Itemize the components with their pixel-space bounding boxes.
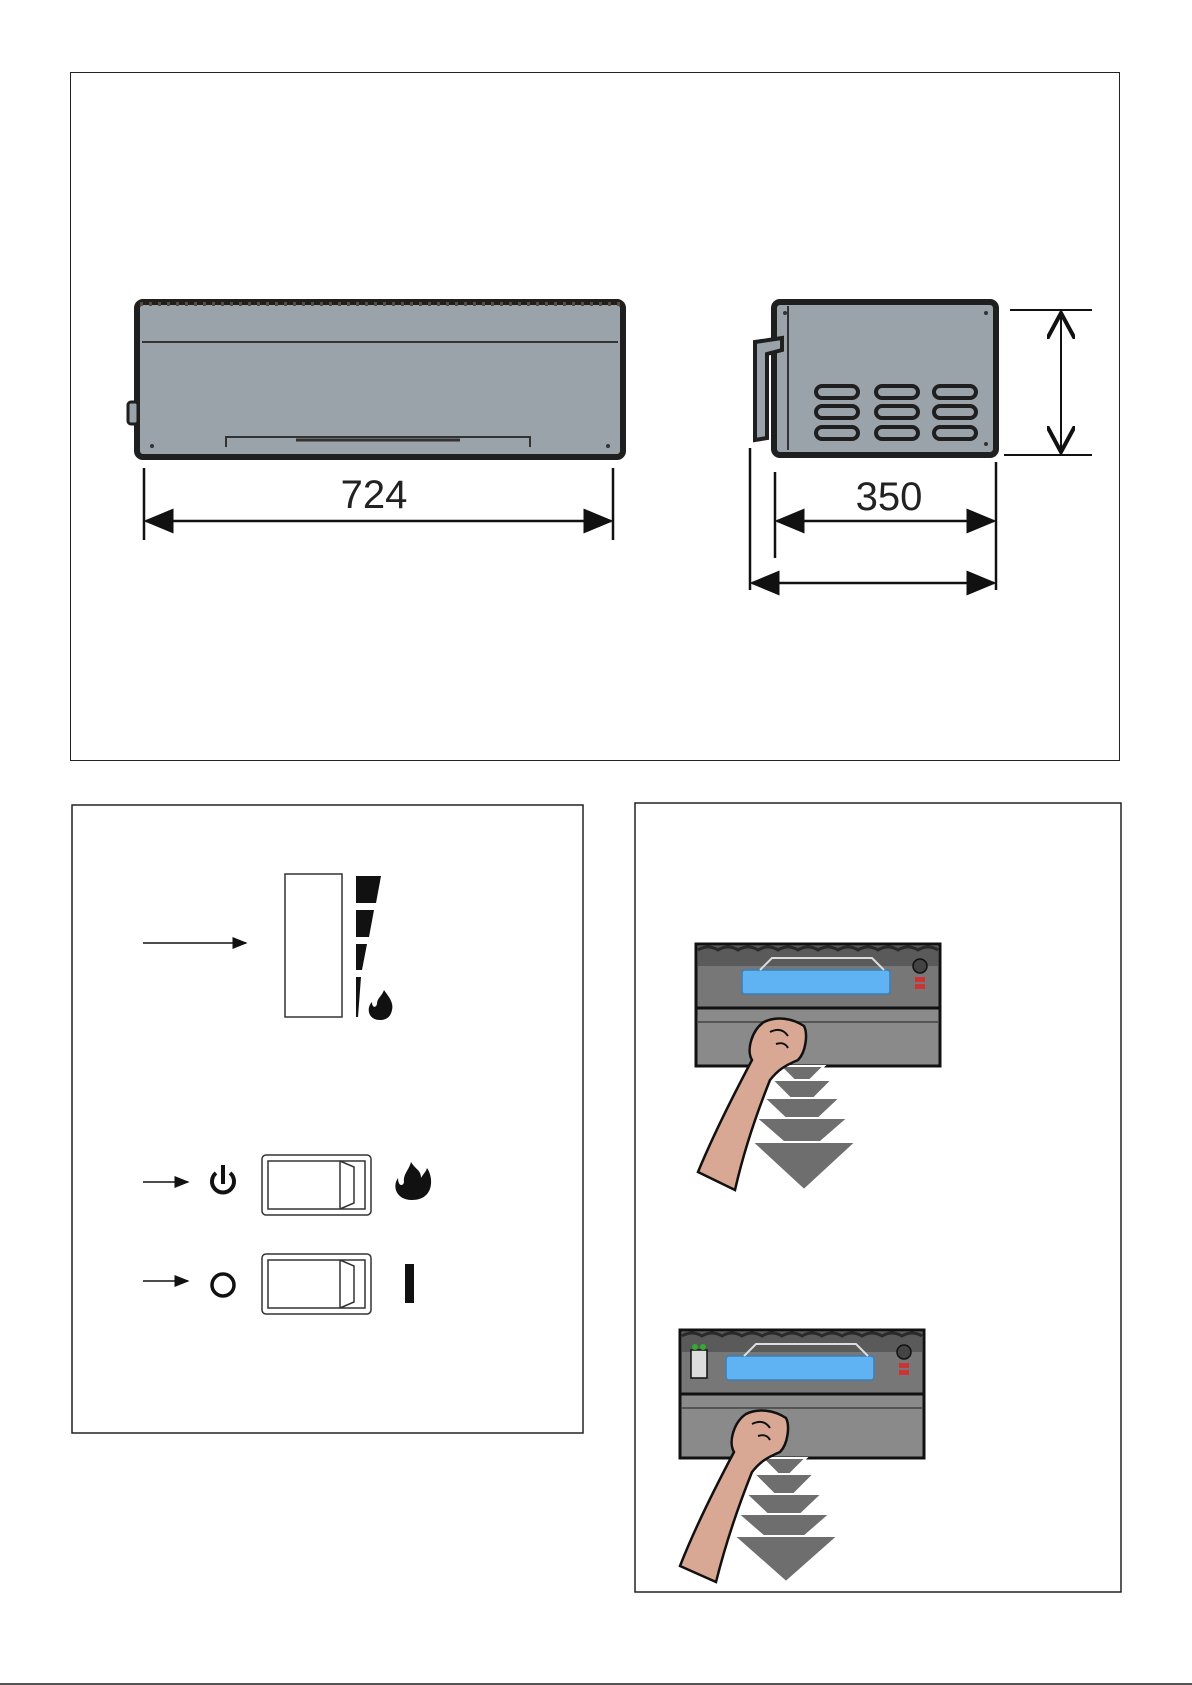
front-view-drawing — [128, 302, 623, 457]
flame-icon — [395, 1162, 431, 1200]
flame-level-bar-3 — [356, 910, 374, 937]
water-tray — [696, 1008, 940, 1066]
flame-icon — [369, 990, 393, 1020]
main-rocker-switch[interactable] — [262, 1254, 371, 1314]
side-height-dimension — [1004, 310, 1092, 455]
flame-level-indicator — [143, 874, 392, 1020]
water-tray — [680, 1394, 924, 1458]
main-switch-row — [143, 1254, 414, 1314]
water-tank — [742, 970, 890, 994]
off-circle-icon — [212, 1274, 234, 1296]
flame-level-bar-2 — [356, 944, 367, 970]
side-total-depth-dimension — [750, 448, 994, 590]
on-bar-icon — [405, 1264, 414, 1303]
water-tank — [726, 1356, 874, 1380]
tray-removal-step-2 — [680, 1330, 924, 1582]
power-switch-row — [143, 1155, 431, 1215]
side-view-drawing — [755, 302, 996, 455]
front-width-label: 724 — [340, 473, 408, 517]
flame-level-display — [285, 874, 342, 1017]
power-rocker-switch[interactable] — [262, 1155, 371, 1215]
side-depth-label: 350 — [855, 475, 923, 519]
tray-panel-frame — [635, 803, 1121, 1592]
flame-level-bar-4 — [356, 876, 381, 903]
flame-level-bar-1 — [356, 977, 361, 1017]
power-icon — [212, 1165, 234, 1192]
tray-removal-step-1 — [696, 944, 940, 1190]
